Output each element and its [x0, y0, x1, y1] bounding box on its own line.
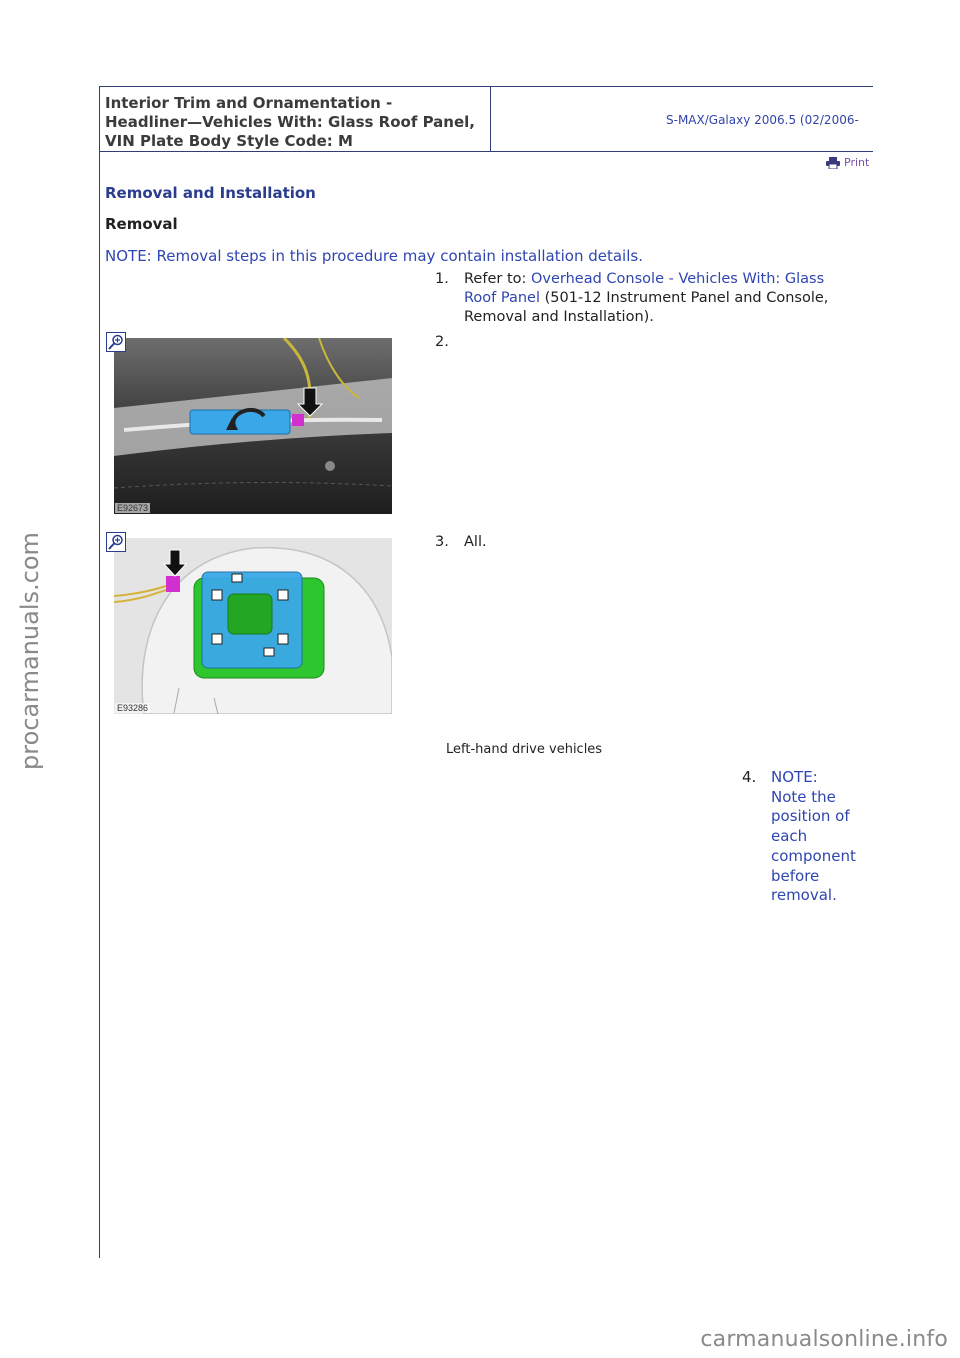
- console-mount-illustration: [114, 538, 392, 714]
- side-watermark: procarmanuals.com: [16, 532, 44, 770]
- figure-caption: Left-hand drive vehicles: [446, 742, 603, 757]
- step-3: [435, 533, 865, 553]
- step-line: Removal and Installation).: [464, 309, 654, 325]
- reference-suffix: (501-12 Instrument Panel and Console,: [540, 290, 829, 306]
- title-line: Headliner—Vehicles With: Glass Roof Panel,: [105, 113, 475, 131]
- step-line: [464, 289, 864, 308]
- step-number: 4.: [742, 768, 757, 786]
- note-line: component: [771, 846, 856, 865]
- title-line: Interior Trim and Ornamentation -: [105, 94, 393, 112]
- figure-headliner-clip: [114, 338, 402, 514]
- print-button[interactable]: [826, 156, 872, 169]
- title-line: VIN Plate Body Style Code: M: [105, 132, 353, 150]
- note-line: Note the: [771, 787, 836, 806]
- printer-icon: [826, 157, 840, 169]
- left-rule: [99, 150, 100, 1258]
- step-line: [464, 270, 864, 289]
- step-number: 2.: [435, 334, 449, 350]
- refer-prefix: Refer to:: [464, 271, 531, 287]
- roof-panel-link[interactable]: Roof Panel: [464, 290, 540, 306]
- figure-label: E92673: [117, 503, 149, 513]
- overhead-console-link[interactable]: Overhead Console - Vehicles With: Glass: [531, 271, 825, 287]
- subsection-title: Removal: [105, 215, 178, 233]
- note-line: each: [771, 827, 808, 846]
- figure-label: E93286: [117, 703, 149, 713]
- step-note: [771, 768, 871, 906]
- note-line: position of: [771, 807, 850, 826]
- zoom-in-icon[interactable]: [106, 532, 126, 552]
- footer-watermark: carmanualsonline.info: [700, 1327, 948, 1352]
- note-line: before: [771, 866, 820, 885]
- step-4: [742, 768, 870, 908]
- figure-console-mounting: [114, 538, 402, 714]
- model-year-label: S-MAX/Galaxy 2006.5 (02/2006-: [666, 113, 859, 127]
- step-number: 3.: [435, 534, 449, 550]
- page-title: [105, 94, 489, 151]
- procedure-note: NOTE: Removal steps in this procedure may contain installation details.: [105, 247, 643, 265]
- print-label: Print: [844, 156, 870, 169]
- headliner-illustration: [114, 338, 392, 514]
- step-body: [464, 270, 864, 327]
- step-body: All.: [464, 534, 487, 550]
- zoom-in-icon[interactable]: [106, 332, 126, 352]
- document-header: [99, 86, 873, 152]
- header-divider: [490, 87, 491, 151]
- step-2: [435, 333, 865, 353]
- note-line: NOTE:: [771, 768, 818, 786]
- step-number: 1.: [435, 271, 449, 287]
- note-line: removal.: [771, 886, 837, 905]
- step-1: [435, 270, 865, 330]
- section-title: Removal and Installation: [105, 184, 316, 202]
